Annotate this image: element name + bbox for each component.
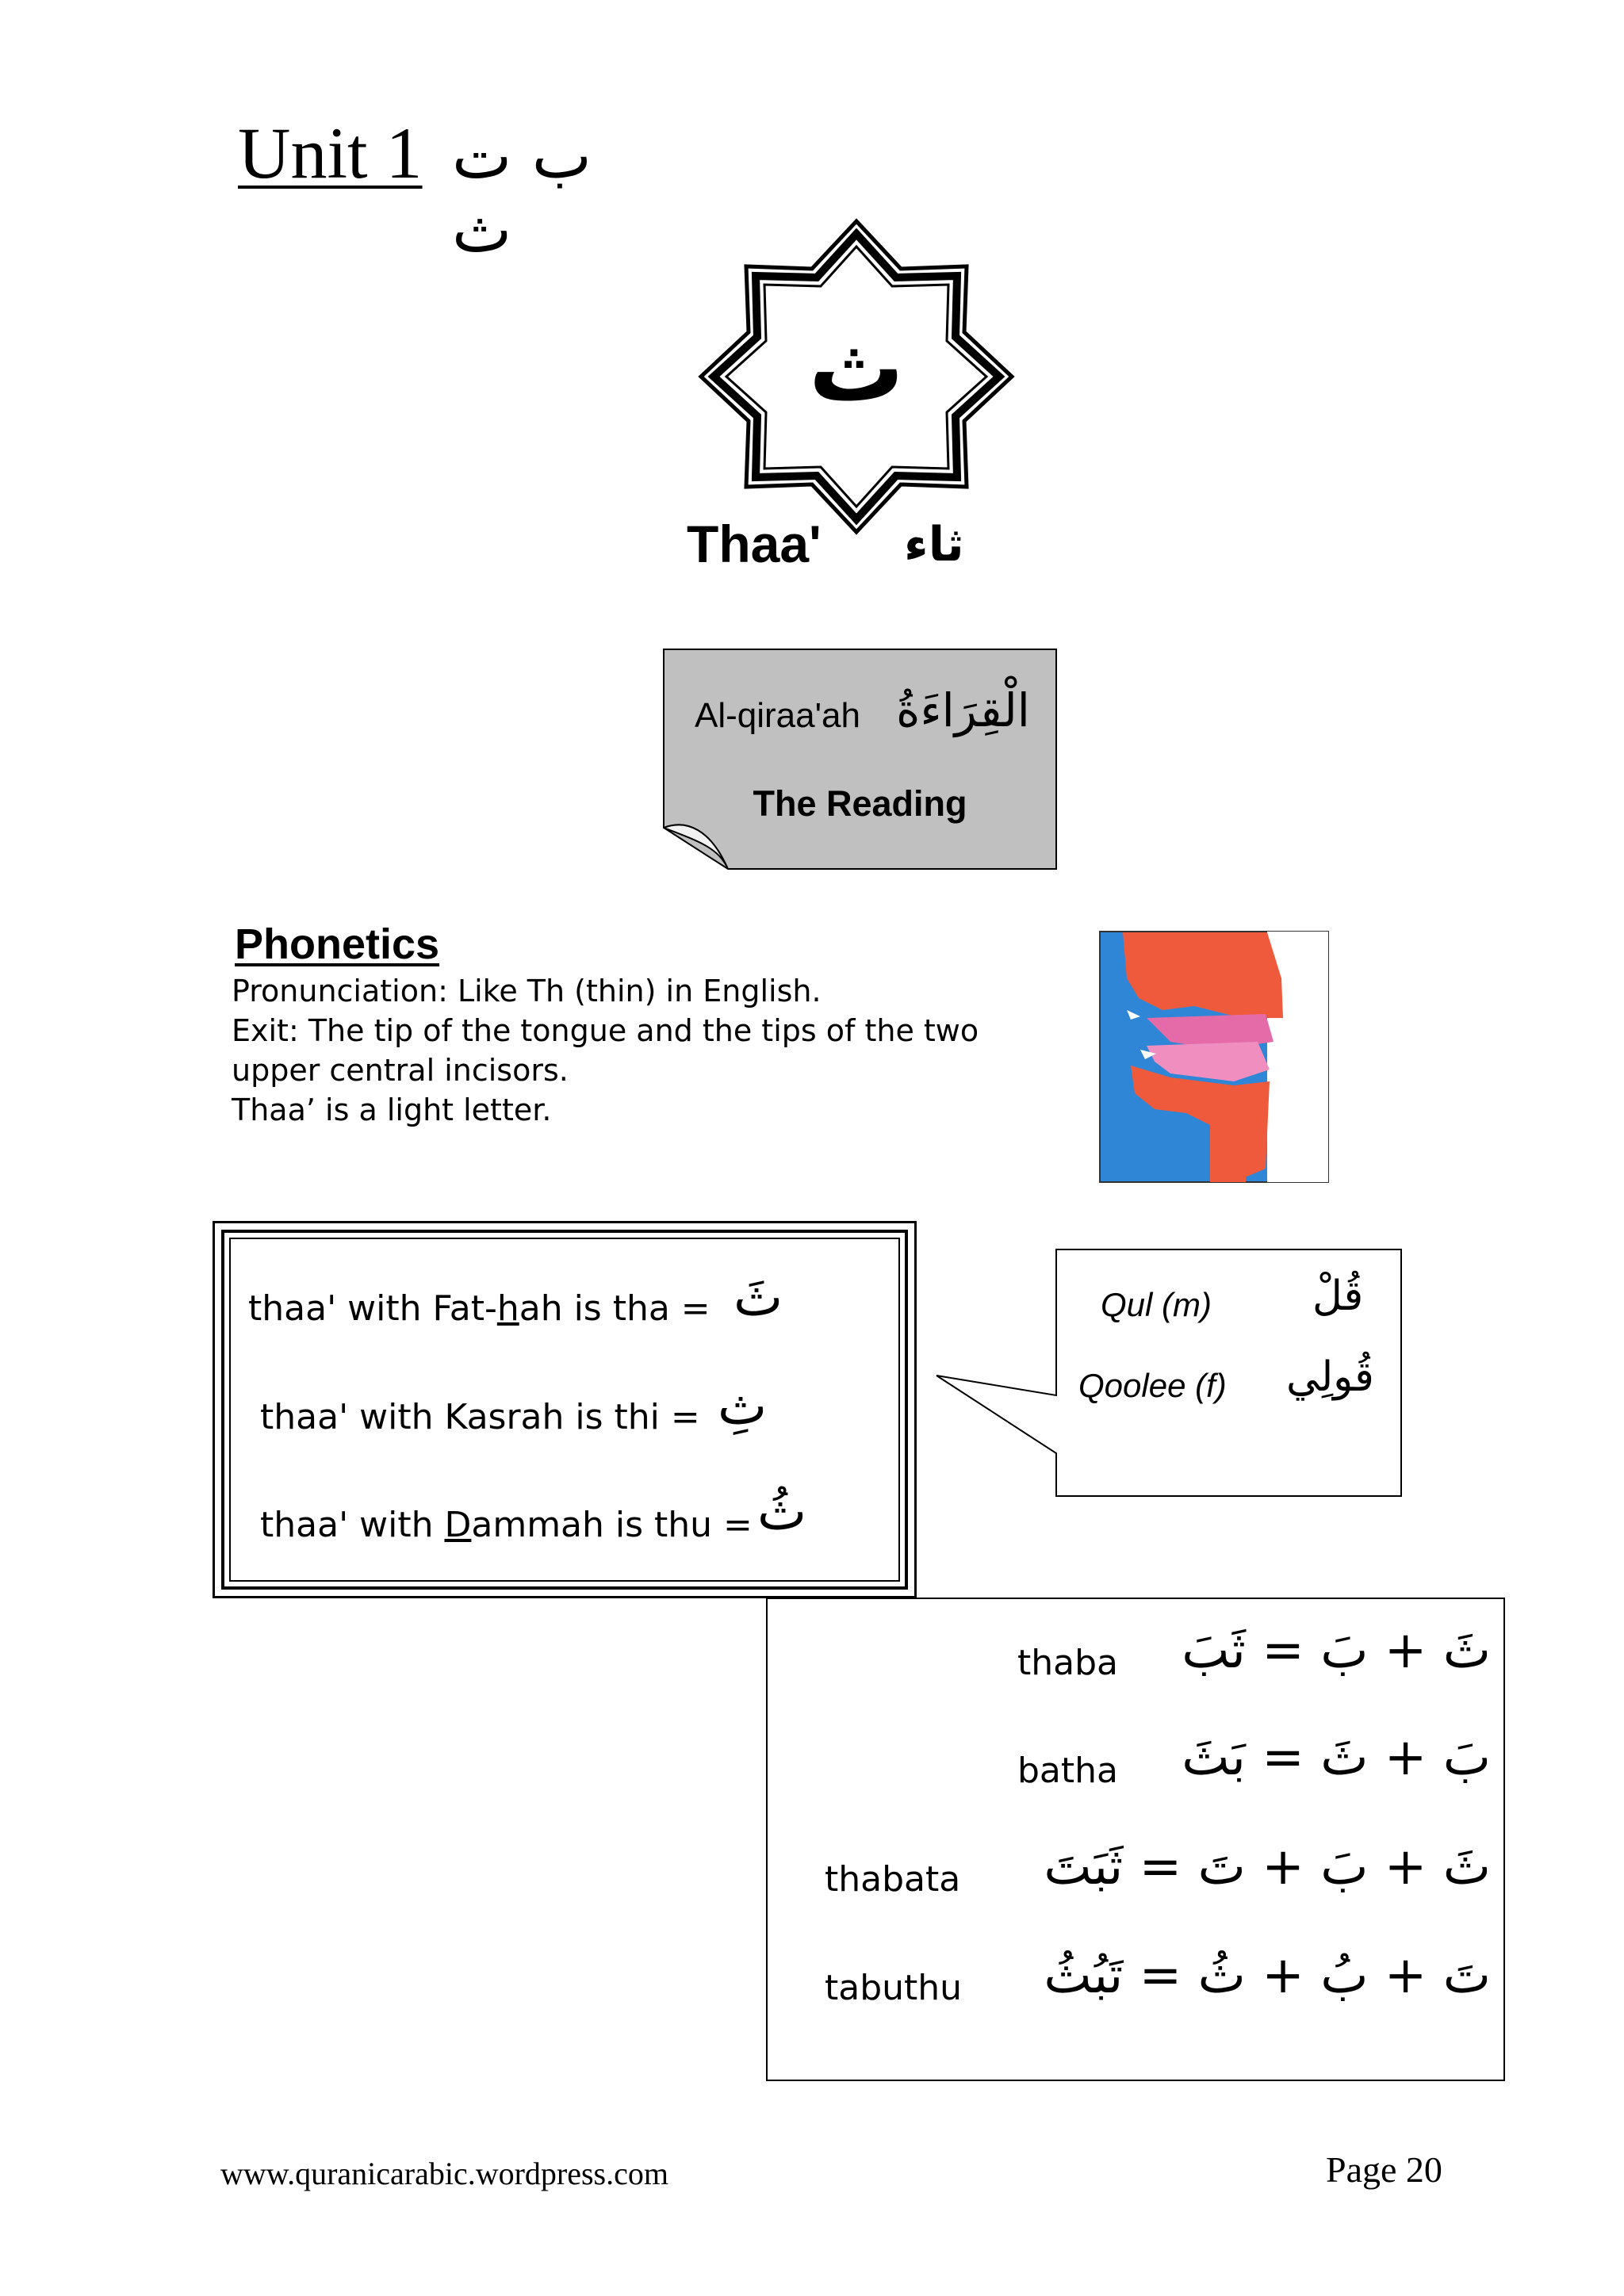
vowel-glyph-dammah: ثُ bbox=[757, 1481, 807, 1542]
equation-arabic: بَ + ثَ = بَثَ bbox=[1182, 1728, 1491, 1787]
reading-arabic: الْقِرَاءَةُ bbox=[896, 683, 1030, 737]
letter-name-en: Thaa' bbox=[687, 515, 822, 573]
vowel-row-dammah bbox=[260, 1505, 753, 1545]
vowel-glyph-fathah: ثَ bbox=[733, 1267, 783, 1328]
equation-translit: tabuthu bbox=[825, 1968, 963, 2008]
phonetics-text bbox=[232, 971, 993, 1130]
phonetics-line: Pronunciation: Like Th (thin) in English. bbox=[232, 974, 822, 1008]
vowel-text-post: ammah is thu = bbox=[471, 1505, 753, 1545]
reading-box bbox=[663, 649, 1057, 870]
phonetics-line: upper central incisors. bbox=[232, 1053, 569, 1088]
vowel-glyph-kasrah: ثِ bbox=[718, 1376, 768, 1437]
reading-english: The Reading bbox=[753, 783, 967, 824]
vowel-text-underline: h bbox=[496, 1288, 519, 1329]
footer-url: www.quranicarabic.wordpress.com bbox=[220, 2156, 668, 2191]
bubble-translit-qoolee: Qoolee (f) bbox=[1078, 1367, 1227, 1404]
equation-translit: thabata bbox=[825, 1859, 961, 1900]
vowel-row-kasrah bbox=[260, 1397, 700, 1437]
vowel-row-fathah bbox=[248, 1288, 710, 1329]
phonetics-line: Thaa’ is a light letter. bbox=[232, 1093, 552, 1127]
page-number: Page 20 bbox=[1326, 2149, 1442, 2190]
vowel-text-pre: thaa' with Kasrah is thi = bbox=[260, 1397, 700, 1437]
phonetics-heading: Phonetics bbox=[235, 920, 440, 968]
vowel-text-pre: thaa' with Fat- bbox=[248, 1288, 497, 1329]
equation-arabic: ثَ + بَ = ثَبَ bbox=[1182, 1621, 1491, 1680]
equation-arabic: ثَ + بَ + تَ = ثَبَتَ bbox=[1044, 1838, 1491, 1896]
star-letter-glyph: ث bbox=[808, 313, 905, 423]
bubble-arabic-qoolee: قُولِي bbox=[1286, 1353, 1374, 1401]
equation-arabic: تَ + بُ + ثُ = تَبُثُ bbox=[1044, 1946, 1491, 2005]
unit-title: Unit 1 bbox=[238, 113, 423, 193]
vowel-text-pre: thaa' with bbox=[260, 1505, 445, 1545]
mouth-diagram-image bbox=[1099, 931, 1329, 1183]
reading-translit: Al-qiraa'ah bbox=[695, 696, 860, 735]
unit-letters: ب ت ث bbox=[452, 119, 592, 266]
phonetics-line: Exit: The tip of the tongue and the tips of the two bbox=[232, 1013, 979, 1048]
vowel-text-post: ah is tha = bbox=[519, 1288, 710, 1329]
vowel-text-underline: D bbox=[444, 1505, 472, 1545]
bubble-arabic-qul: قُلْ bbox=[1312, 1272, 1364, 1320]
equation-translit: thaba bbox=[1017, 1643, 1118, 1683]
letter-name-ar: ثاء bbox=[904, 517, 964, 572]
bubble-translit-qul: Qul (m) bbox=[1101, 1286, 1212, 1323]
equation-translit: batha bbox=[1017, 1751, 1118, 1791]
